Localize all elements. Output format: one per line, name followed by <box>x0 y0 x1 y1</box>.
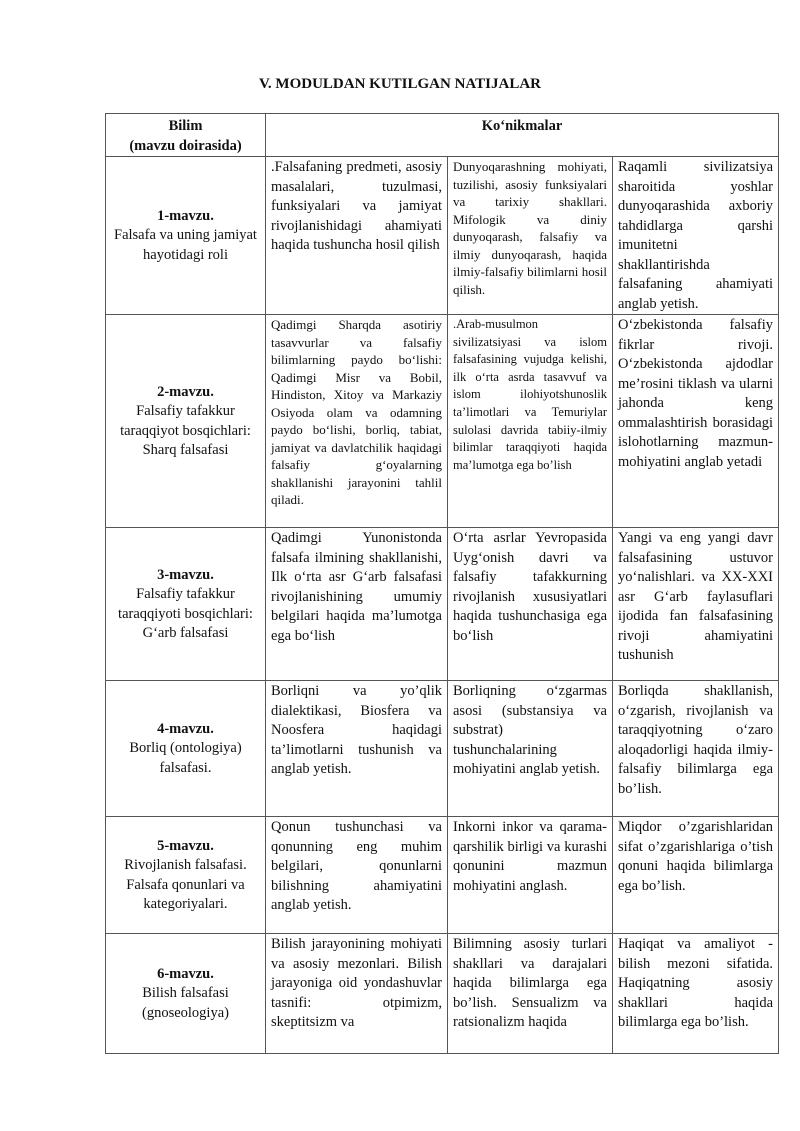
results-table <box>105 113 779 1054</box>
table-row <box>106 315 779 528</box>
topic-number: 1-mavzu. <box>157 207 214 224</box>
skill-cell-3: Haqiqat va amaliyot - bilish mezoni sifatida. Haqiqatning asosiy shakllari haqida bilimlarga ega bo’lish. <box>613 934 779 1054</box>
topic-number: 3-mavzu. <box>157 566 214 583</box>
topic-number: 2-mavzu. <box>157 383 214 400</box>
topic-name: Bilish falsafasi (gnoseologiya) <box>142 985 229 1021</box>
topic-cell <box>106 817 266 934</box>
skill-cell-3: Miqdor o’zgarishlaridan sifat o’zgarishlariga o’tish qonuni haqida bilimlarga ega bo’lish. <box>613 817 779 934</box>
skill-cell-3: Yangi va eng yangi davr falsafasining ustuvor yo‘nalishlari. va XX-XXI asr G‘arb faylasuflari ijodida fan falsafasining rivoji ahamiyatini tushunish <box>613 528 779 681</box>
table-header-row <box>106 114 779 157</box>
topic-name: Falsafiy tafakkur taraqqiyoti bosqichlari: G‘arb falsafasi <box>118 586 253 641</box>
table-row <box>106 934 779 1054</box>
skill-cell-2: Bilimning asosiy turlari shakllari va darajalari haqida bilimlarga ega bo’lish. Sensualizm va ratsionalizm haqida <box>448 934 613 1054</box>
header-knowledge <box>106 114 266 157</box>
topic-cell <box>106 934 266 1054</box>
topic-name: Falsafa va uning jamiyat hayotidagi roli <box>114 227 257 263</box>
topic-number: 5-mavzu. <box>157 837 214 854</box>
skill-cell-1: Qonun tushunchasi va qonunning eng muhim belgilari, qonunlarni bilishning ahamiyatini anglab yetish. <box>266 817 448 934</box>
skill-cell-1: Qadimgi Sharqda asotiriy tasavvurlar va falsafiy bilimlarning paydo bo‘lishi: Qadimgi Misr va Bobil, Hindiston, Xitoy va Markaziy Osiyoda olam va odamning paydo bo‘lishi, borliq, tabiat, jamiyat va davlatchilik haqidagi falsafiy g‘oyalarning shakllanishi jarayonini tahlil qiladi. <box>266 315 448 528</box>
skill-cell-3: O‘zbekistonda falsafiy fikrlar rivoji. O‘zbekistonda ajdodlar me’rosini tiklash va ularni jahonda keng ommalashtirish borasidagi islohotlarning mazmun-mohiyatini anglab yetadi <box>613 315 779 528</box>
topic-cell <box>106 157 266 315</box>
table-row <box>106 681 779 817</box>
skill-cell-2: O‘rta asrlar Yevropasida Uyg‘onish davri va falsafiy tafakkurning rivojlanish xususiyatlari haqida tushunchasiga ega bo‘lish <box>448 528 613 681</box>
table-row <box>106 157 779 315</box>
skill-cell-3: Borliqda shakllanish, o‘zgarish, rivojlanish va taraqqiyotning o‘zaro aloqadorligi haqida ilmiy-falsafiy bilimlarga ega bo’lish. <box>613 681 779 817</box>
page-title: V. MODULDAN KUTILGAN NATIJALAR <box>259 76 541 92</box>
skill-cell-2: Dunyoqarashning mohiyati, tuzilishi, asosiy funksiyalari va tarixiy shakllari. Mifologik va diniy dunyoqarash, falsafiy va ilmiy dunyoqarash, haqida ilmiy-falsafiy bilimlarni hosil qilish. <box>448 157 613 315</box>
topic-cell <box>106 681 266 817</box>
table-row <box>106 528 779 681</box>
topic-number: 6-mavzu. <box>157 965 214 982</box>
skill-cell-2: Borliqning o‘zgarmas asosi (substansiya va substrat) tushunchalarining mohiyatini anglab yetish. <box>448 681 613 817</box>
topic-cell <box>106 528 266 681</box>
skill-cell-1: Qadimgi Yunonistonda falsafa ilmining shakllanishi, Ilk o‘rta asr G‘arb falsafasi rivojlanishining umumiy belgilari haqida ma’lumotga ega bo‘lish <box>266 528 448 681</box>
topic-name: Borliq (ontologiya) falsafasi. <box>129 740 242 776</box>
header-knowledge-label: Bilim <box>168 118 203 134</box>
header-skills: Ko‘nikmalar <box>266 114 779 157</box>
topic-name: Falsafiy tafakkur taraqqiyot bosqichlari: Sharq falsafasi <box>120 403 251 458</box>
topic-cell <box>106 315 266 528</box>
topic-name: Rivojlanish falsafasi. Falsafa qonunlari va kategoriyalari. <box>124 857 247 912</box>
skill-cell-1: Borliqni va yo’qlik dialektikasi, Biosfera va Noosfera haqidagi ta’limotlarni tushunish va anglab yetish. <box>266 681 448 817</box>
topic-number: 4-mavzu. <box>157 720 214 737</box>
skill-cell-2: .Arab-musulmon sivilizatsiyasi va islom falsafasining vujudga kelishi, ilk o‘rta asrda tasavvuf va islom ilohiyotshunoslik ta’limotlari va Temuriylar sulolasi davrida tabiiy-ilmiy bilimlar taraqqiyoti haqida ma’lumotga ega bo’lish <box>448 315 613 528</box>
skill-cell-1: .Falsafaning predmeti, asosiy masalalari, tuzulmasi, funksiyalari va jamiyat rivojlanishidagi ahamiyati haqida tushuncha hosil qilish <box>266 157 448 315</box>
header-knowledge-sublabel: (mavzu doirasida) <box>129 137 242 154</box>
skill-cell-1: Bilish jarayonining mohiyati va asosiy mezonlari. Bilish jarayoniga oid yondashuvlar tasnifi: otpimizm, skeptitsizm va <box>266 934 448 1054</box>
skill-cell-3: Raqamli sivilizatsiya sharoitida yoshlar dunyoqarashida axboriy tahdidlarga qarshi imunitetni shakllantirishda falsafaning ahamiyati anglab yetish. <box>613 157 779 315</box>
skill-cell-2: Inkorni inkor va qarama-qarshilik birligi va kurashi qonunini mazmun mohiyatini anglash. <box>448 817 613 934</box>
table-row <box>106 817 779 934</box>
